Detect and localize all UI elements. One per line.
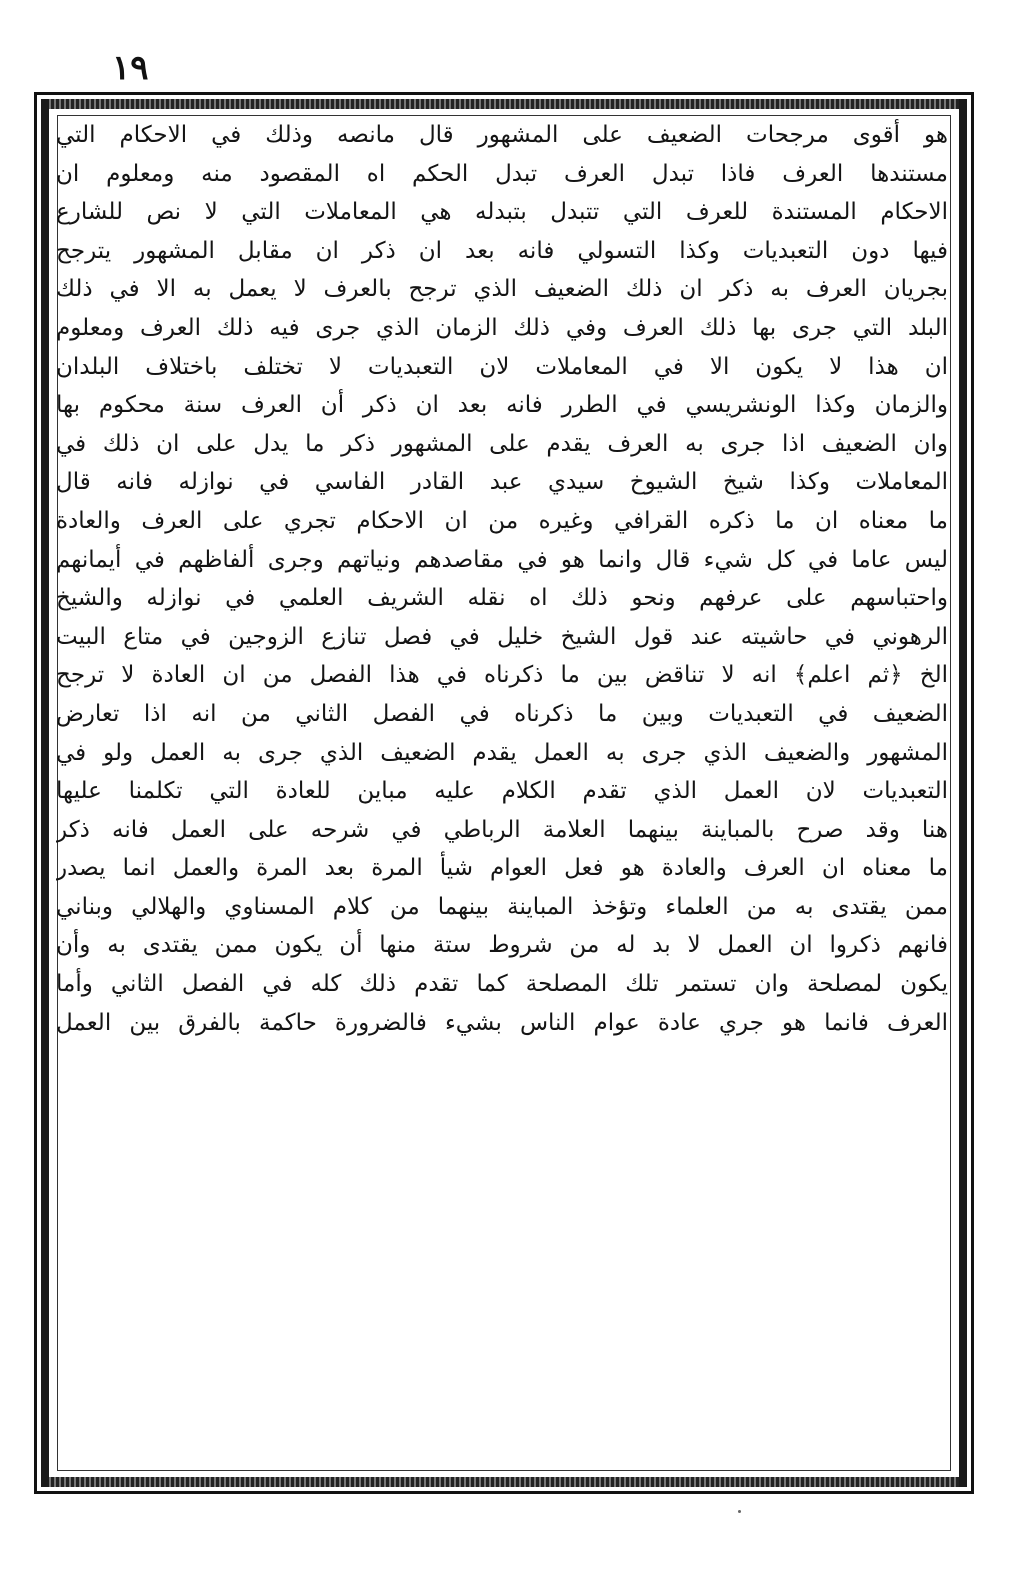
scan-speck [738,1510,741,1513]
text-line: ما معناه ان العرف والعادة هو فعل العوام شيأ المرة بعد المرة والعمل انما يصدر [56,855,948,882]
text-line: ممن يقتدى به من العلماء وتؤخذ المباينة بينهما من كلام المسناوي والهلالي وبناني [56,893,948,920]
text-line: ليس عاما في كل شيء قال وانما هو في مقاصدهم ونياتهم وجرى ألفاظهم في أيمانهم [56,546,948,573]
frame-bottom-rule [41,1477,967,1487]
text-line: بجريان العرف به ذكر ان ذلك الضعيف الذي ترجح بالعرف لا يعمل به الا في ذلك [56,276,948,303]
text-line: التعبديات لان العمل الذي تقدم الكلام عليه مباين للعادة التي تكلمنا عليها [56,778,948,805]
text-line: فانهم ذكروا ان العمل لا بد له من شروط ستة منها أن يكون ممن يقتدى به وأن [56,932,948,959]
text-line: الخ ﴿ثم اعلم﴾ انه لا تناقض بين ما ذكرناه في هذا الفصل من ان العادة لا ترجح [56,662,948,689]
text-line: واحتباسهم على عرفهم ونحو ذلك اه نقله الشريف العلمي في نوازله والشيخ [56,585,948,612]
text-line: البلد التي جرى بها ذلك العرف وفي ذلك الزمان الذي جرى فيه ذلك العرف ومعلوم [56,314,948,341]
text-line: الضعيف في التعبديات وبين ما ذكرناه في الفصل الثاني من انه اذا تعارض [56,700,948,727]
text-line: الاحكام المستندة للعرف التي تتبدل بتبدله هي المعاملات التي لا نص للشارع [56,199,948,226]
frame-right-rule [959,99,967,1487]
text-line: المشهور والضعيف الذي جرى به العمل يقدم الضعيف الذي جرى به العمل ولو في [56,739,948,766]
text-line: والزمان وكذا الونشريسي في الطرر فانه بعد ان ذكر أن العرف سنة محكوم بها [56,392,948,419]
text-line: هو أقوى مرجحات الضعيف على المشهور قال مانصه وذلك في الاحكام التي [56,122,948,148]
text-line: المعاملات وكذا شيخ الشيوخ سيدي عبد القادر الفاسي في نوازله فانه قال [56,469,948,496]
frame-left-rule [41,99,49,1487]
text-line: هنا وقد صرح بالمباينة بينهما العلامة الرباطي في شرحه على العمل فانه ذكر [56,816,948,843]
text-line: الرهوني في حاشيته عند قول الشيخ خليل في فصل تنازع الزوجين في متاع البيت [56,623,948,650]
text-line: ان هذا لا يكون الا في المعاملات لان التعبديات لا تختلف باختلاف البلدان [56,353,948,380]
text-line: وان الضعيف اذا جرى به العرف يقدم على المشهور ذكر ما يدل على ان ذلك في [56,430,948,457]
text-line: فيها دون التعبديات وكذا التسولي فانه بعد ان ذكر ان مقابل المشهور يترجح [56,237,948,264]
page-number: ١٩ [112,48,149,88]
text-line: العرف فانما هو جري عادة عوام الناس بشيء فالضرورة حاكمة بالفرق بين العمل [56,1009,948,1036]
text-line: مستندها العرف فاذا تبدل العرف تبدل الحكم اه المقصود منه ومعلوم ان [56,160,948,187]
text-line: يكون لمصلحة وان تستمر تلك المصلحة كما تقدم ذلك كله في الفصل الثاني وأما [56,971,948,998]
body-text [56,116,948,1470]
text-line: ما معناه ان ما ذكره القرافي وغيره من ان الاحكام تجري على العرف والعادة [56,507,948,534]
frame-top-rule [41,99,967,109]
